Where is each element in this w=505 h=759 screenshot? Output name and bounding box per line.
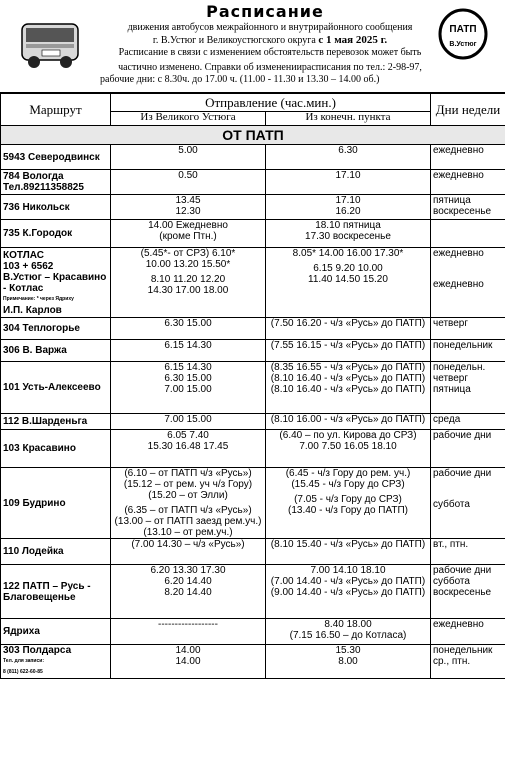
note-line2: частично изменено. Справки об изменениирасписания по тел.: 2-98-97, <box>118 62 422 73</box>
route-phone: Тел. для записи: 8 (811) 622-60-85 <box>3 658 45 675</box>
subtitle <box>100 22 440 59</box>
departure-from-ustyug: 6.15 14.30 <box>111 340 266 362</box>
subtitle-line2 <box>100 34 440 47</box>
days-of-week <box>431 220 505 248</box>
days-of-week: рабочие дни <box>433 468 492 479</box>
days-of-week: пятница воскресенье <box>431 195 505 220</box>
col-from-end-header: Из конечн. пункта <box>266 112 431 126</box>
departure-from-end: 17.10 <box>266 170 431 195</box>
departure-from-ustyug: 6.30 15.00 <box>111 318 266 340</box>
table-row <box>1 430 505 468</box>
days-of-week: четверг <box>431 318 505 340</box>
route-cell <box>1 318 111 340</box>
table-row <box>1 220 505 248</box>
departure-from-ustyug: (7.00 14.30 – ч/з «Русь») <box>111 539 266 565</box>
table-row <box>1 170 505 195</box>
col-days-header: Дни недели <box>431 94 505 126</box>
subtitle-line1: движения автобусов межрайонного и внутрирайонного сообщения <box>127 22 413 33</box>
schedule-table <box>0 93 505 679</box>
departure-from-end <box>266 468 431 539</box>
route-cell <box>1 220 111 248</box>
departure-from-ustyug: 0.50 <box>111 170 266 195</box>
days-of-week-2: суббота <box>433 499 470 510</box>
departure-from-end: (6.45 - ч/з Гору до рем. уч.) (15.45 - ч/з Гору до СРЗ) <box>285 468 411 490</box>
route-name: Ядриха <box>3 626 40 637</box>
route-cell <box>1 248 111 318</box>
header <box>0 0 505 93</box>
departure-from-end-2: (7.05 - ч/з Гору до СРЗ) (13.40 - ч/з Гору до ПАТП) <box>287 494 408 516</box>
bus-icon <box>20 18 82 70</box>
departure-from-end: 15.30 8.00 <box>266 645 431 679</box>
departure-from-ustyug: 14.00 Ежедневно (кроме Птн.) <box>111 220 266 248</box>
days-of-week-2: ежедневно <box>433 279 484 290</box>
days-of-week: рабочие дни <box>431 430 505 468</box>
route-cell <box>1 645 111 679</box>
table-row <box>1 539 505 565</box>
col-route-header: Маршрут <box>1 94 111 126</box>
col-departure-header: Отправление (час.мин.) <box>111 94 431 112</box>
departure-from-ustyug: (6.10 – от ПАТП ч/з «Русь») (15.12 – от рем. уч ч/з Гору) (15.20 – от Элли) <box>123 468 253 501</box>
route-cell <box>1 170 111 195</box>
departure-from-ustyug: 6.20 13.30 17.30 6.20 14.40 8.20 14.40 <box>111 565 266 619</box>
route-name: КОТЛАС 103 + 6562 В.Устюг – Красавино - Котлас <box>3 249 107 294</box>
departure-from-ustyug: ------------------ <box>111 619 266 645</box>
departure-from-end <box>266 248 431 318</box>
route-name: 736 Никольск <box>3 201 70 213</box>
route-cell <box>1 195 111 220</box>
table-row <box>1 645 505 679</box>
table-row <box>1 340 505 362</box>
departure-from-ustyug <box>111 468 266 539</box>
route-cell <box>1 340 111 362</box>
table-row <box>1 414 505 430</box>
departure-from-ustyug: 6.15 14.30 6.30 15.00 7.00 15.00 <box>111 362 266 414</box>
subtitle-region: г. В.Устюг и Великоустюгского округа <box>152 35 316 46</box>
days-of-week: понедельник ср., птн. <box>431 645 505 679</box>
effective-date: с 1 мая 2025 г. <box>318 34 388 46</box>
route-name: 112 В.Шарденьга <box>3 416 88 427</box>
route-cell <box>1 565 111 619</box>
patp-logo-icon <box>437 8 489 60</box>
note-line1: Расписание в связи с изменением обстоятельств перевозок может быть <box>118 47 422 58</box>
route-name: 101 Усть-Алексеево <box>3 382 101 393</box>
route-operator: И.П. Карлов <box>3 304 62 316</box>
days-of-week: вт., птн. <box>431 539 505 565</box>
section-header: ОТ ПАТП <box>1 126 505 145</box>
route-cell <box>1 430 111 468</box>
route-name: 735 К.Городок <box>3 228 73 239</box>
table-row <box>1 145 505 170</box>
table-row <box>1 468 505 539</box>
departure-from-ustyug-2: (6.35 – от ПАТП ч/з «Русь») (13.00 – от ПАТП заезд рем.уч.) (13.10 – от рем.уч.) <box>114 505 262 538</box>
days-of-week <box>431 248 505 318</box>
departure-from-end: (7.50 16.20 - ч/з «Русь» до ПАТП) <box>266 318 431 340</box>
departure-from-ustyug: 14.00 14.00 <box>111 645 266 679</box>
route-name: 109 Будрино <box>3 497 66 509</box>
route-name: 303 Полдарса <box>3 645 72 656</box>
departure-from-end: 8.05* 14.00 16.00 17.30* <box>292 248 404 259</box>
route-name: 110 Лодейка <box>3 546 64 557</box>
route-name: 306 В. Варжа <box>3 345 67 356</box>
table-row <box>1 619 505 645</box>
days-of-week <box>431 468 505 539</box>
departure-from-end: (8.10 16.00 - ч/з «Русь» до ПАТП) <box>266 414 431 430</box>
departure-from-end: (8.10 15.40 - ч/з «Русь» до ПАТП) <box>266 539 431 565</box>
table-row <box>1 195 505 220</box>
departure-from-ustyug: 6.05 7.40 15.30 16.48 17.45 <box>111 430 266 468</box>
table-row <box>1 565 505 619</box>
table-row <box>1 248 505 318</box>
departure-from-end: 6.30 <box>266 145 431 170</box>
departure-from-end: (6.40 – по ул. Кирова до СРЗ) 7.00 7.50 16.05 18.10 <box>266 430 431 468</box>
route-name: 122 ПАТП – Русь - Благовещенье <box>3 580 91 603</box>
route-cell <box>1 362 111 414</box>
days-of-week: ежедневно <box>431 170 505 195</box>
route-cell <box>1 414 111 430</box>
days-of-week: ежедневно <box>431 145 505 170</box>
route-note: Примечание: * через Ядриху <box>3 295 74 302</box>
days-of-week: ежедневно <box>431 619 505 645</box>
departure-from-ustyug <box>111 248 266 318</box>
departure-from-ustyug: 7.00 15.00 <box>111 414 266 430</box>
departure-from-ustyug: 5.00 <box>111 145 266 170</box>
svg-text:В.Устюг: В.Устюг <box>449 41 477 48</box>
days-of-week: рабочие дни суббота воскресенье <box>431 565 505 619</box>
days-of-week: среда <box>431 414 505 430</box>
days-of-week: ежедневно <box>433 248 484 259</box>
departure-from-end-2: 6.15 9.20 10.00 11.40 14.50 15.20 <box>308 263 388 285</box>
note-line3: рабочие дни: с 8.30ч. до 17.00 ч. (11.00 - 11.30 и 13.30 – 14.00 об.) <box>100 74 380 85</box>
departure-from-ustyug-2: 8.10 11.20 12.20 14.30 17.00 18.00 <box>147 274 229 296</box>
col-from-ustyug-header: Из Великого Устюга <box>111 112 266 126</box>
table-row <box>1 318 505 340</box>
departure-from-ustyug: 13.45 12.30 <box>111 195 266 220</box>
svg-text:ПАТП: ПАТП <box>449 24 477 35</box>
table-row <box>1 362 505 414</box>
departure-from-end: 8.40 18.00 (7.15 16.50 – до Котласа) <box>266 619 431 645</box>
departure-from-end: 18.10 пятница 17.30 воскресенье <box>266 220 431 248</box>
route-name: 5943 Северодвинск <box>3 151 100 163</box>
route-name: 784 Вологда Тел.89211358825 <box>3 171 84 193</box>
departure-from-end: 7.00 14.10 18.10 (7.00 14.40 - ч/з «Русь» до ПАТП) (9.00 14.40 - ч/з «Русь» до ПАТП) <box>266 565 431 619</box>
route-cell <box>1 468 111 539</box>
route-cell <box>1 145 111 170</box>
page-title: Расписание <box>206 2 324 21</box>
days-of-week: понедельник <box>431 340 505 362</box>
route-cell <box>1 539 111 565</box>
departure-from-ustyug: (5.45*- от СРЗ) 6.10* 10.00 13.20 15.50* <box>140 248 236 270</box>
route-name: 304 Теплогорье <box>3 323 80 334</box>
route-name: 103 Красавино <box>3 443 76 454</box>
departure-from-end: (7.55 16.15 - ч/з «Русь» до ПАТП) <box>266 340 431 362</box>
departure-from-end: (8.35 16.55 - ч/з «Русь» до ПАТП) (8.10 16.40 - ч/з «Русь» до ПАТП) (8.10 16.40 - ч/з «Русь» до ПАТП) <box>266 362 431 414</box>
departure-from-end: 17.10 16.20 <box>266 195 431 220</box>
days-of-week: понедельн. четверг пятница <box>431 362 505 414</box>
route-cell <box>1 619 111 645</box>
